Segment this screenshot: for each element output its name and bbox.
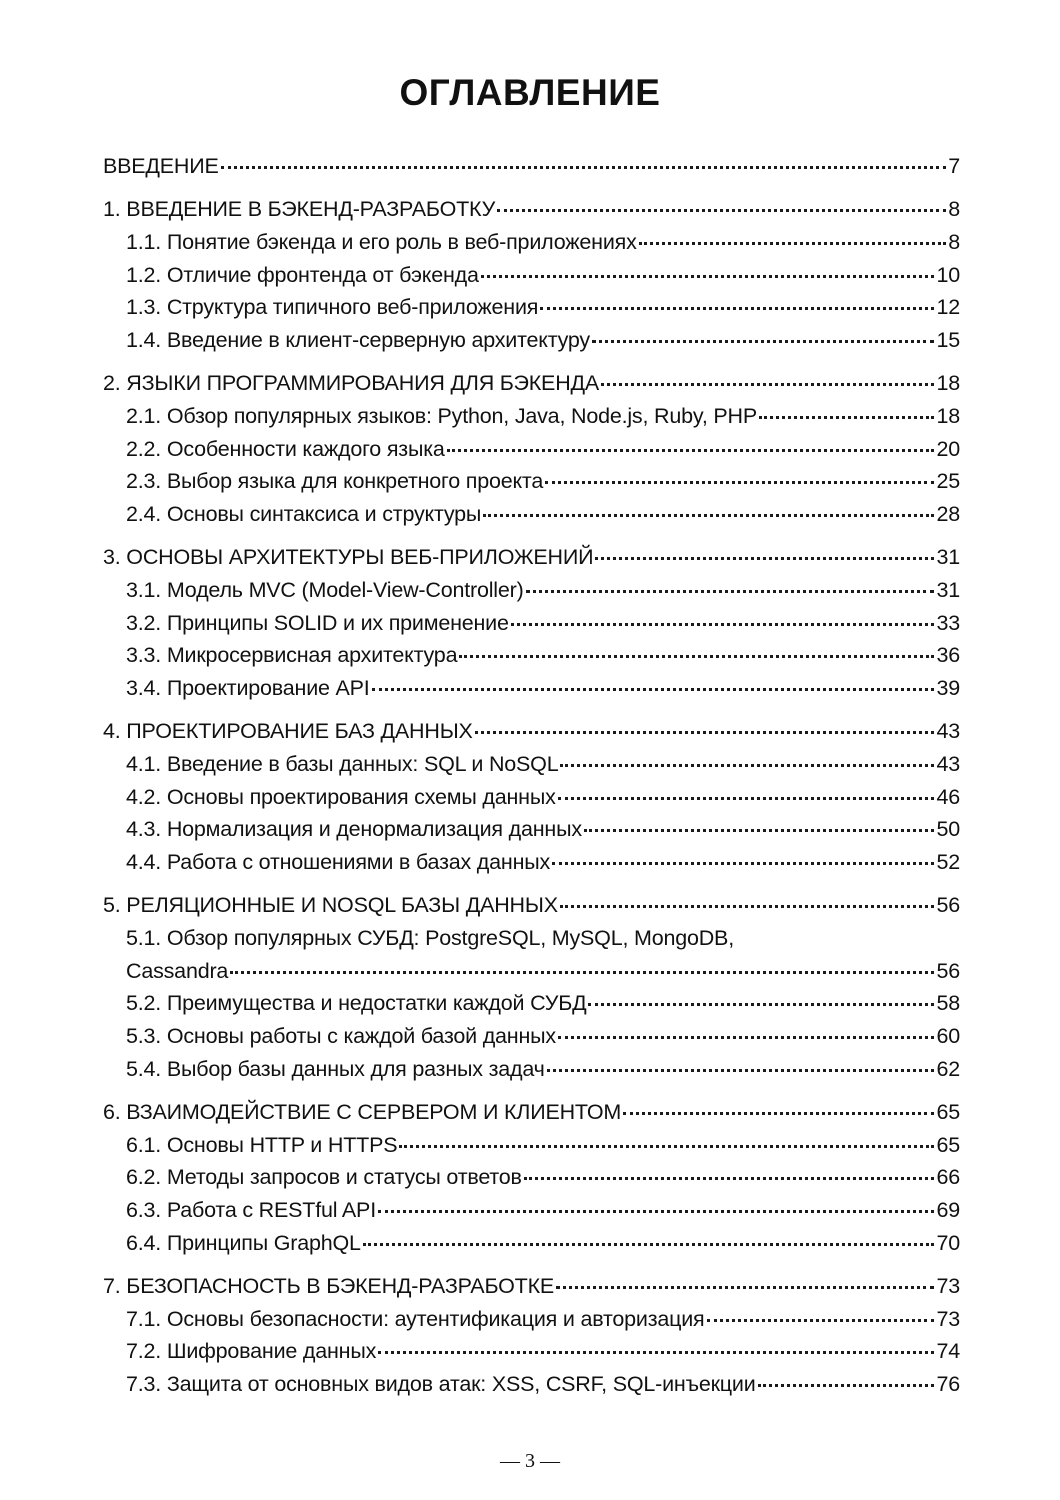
toc-chapter-page: 65	[936, 1099, 960, 1124]
toc-entry-label: 3.1. Модель MVC (Model-View-Controller)	[126, 577, 524, 602]
toc-chapter-label: ВВЕДЕНИЕ	[103, 154, 219, 178]
dot-leader	[526, 590, 935, 593]
dot-leader	[481, 275, 935, 278]
toc-entry-page: 58	[936, 991, 960, 1016]
dot-leader	[601, 383, 934, 386]
toc-chapter-page: 73	[936, 1274, 960, 1298]
toc-entry[interactable]	[103, 1129, 960, 1162]
dot-leader	[595, 557, 934, 560]
table-of-contents	[103, 150, 960, 1401]
dot-leader	[592, 340, 935, 343]
dot-leader	[639, 242, 947, 245]
dot-leader	[558, 797, 935, 800]
toc-entry-page: 39	[936, 676, 960, 701]
dot-leader	[511, 623, 935, 626]
toc-entry-label: 3.3. Микросервисная архитектура	[126, 643, 458, 668]
toc-entry[interactable]	[103, 748, 960, 781]
dot-leader	[759, 416, 935, 419]
toc-chapter-label: 3. ОСНОВЫ АРХИТЕКТУРЫ ВЕБ-ПРИЛОЖЕНИЙ	[103, 545, 594, 570]
dot-leader	[758, 1384, 935, 1387]
toc-chapter-label: 1. ВВЕДЕНИЕ В БЭКЕНД-РАЗРАБОТКУ	[103, 197, 496, 222]
toc-chapter-label: 5. РЕЛЯЦИОННЫЕ И NOSQL БАЗЫ ДАННЫХ	[103, 893, 558, 918]
dot-leader	[524, 1177, 935, 1180]
toc-entry-label: 7.1. Основы безопасности: аутентификация и авторизация	[126, 1306, 705, 1331]
toc-entry-page: 20	[936, 436, 960, 461]
toc-entry-label: 1.3. Структура типичного веб-приложения	[126, 295, 539, 320]
toc-entry-label: 3.2. Принципы SOLID и их применение	[126, 610, 509, 635]
toc-chapter[interactable]	[103, 1270, 960, 1303]
toc-entry-page: 52	[936, 850, 960, 875]
toc-entry-page: 15	[936, 328, 960, 353]
dot-leader	[623, 1112, 934, 1115]
dot-leader	[372, 688, 935, 691]
toc-entry[interactable]	[103, 813, 960, 846]
toc-entry-label: 2.3. Выбор языка для конкретного проекта	[126, 469, 544, 494]
toc-entry-label: 4.1. Введение в базы данных: SQL и NoSQL	[126, 751, 559, 776]
toc-entry-label: 5.1. Обзор популярных СУБД: PostgreSQL, MySQL, MongoDB,	[126, 925, 734, 950]
toc-entry[interactable]	[103, 781, 960, 814]
dot-leader	[378, 1351, 934, 1354]
toc-entry[interactable]	[103, 672, 960, 705]
toc-chapter-label: 2. ЯЗЫКИ ПРОГРАММИРОВАНИЯ ДЛЯ БЭКЕНДА	[103, 371, 600, 396]
toc-entry[interactable]	[103, 465, 960, 498]
dot-leader	[447, 449, 935, 452]
toc-entry[interactable]	[103, 846, 960, 879]
toc-entry-label: 4.2. Основы проектирования схемы данных	[126, 784, 556, 809]
toc-chapter[interactable]	[103, 150, 960, 183]
toc-entry-page: 70	[936, 1230, 960, 1255]
toc-chapter[interactable]	[103, 715, 960, 748]
toc-entry[interactable]	[103, 433, 960, 466]
dot-leader	[584, 829, 935, 832]
dot-leader	[483, 514, 934, 517]
page-title: ОГЛАВЛЕНИЕ	[399, 72, 661, 113]
toc-entry[interactable]	[103, 324, 960, 357]
toc-entry-page: 8	[948, 229, 960, 254]
dot-leader	[588, 1003, 934, 1006]
toc-entry-page: 56	[936, 958, 960, 983]
dot-leader	[560, 764, 934, 767]
toc-entry[interactable]	[103, 1194, 960, 1227]
dot-leader	[363, 1243, 935, 1246]
toc-entry[interactable]	[103, 1335, 960, 1368]
toc-chapter[interactable]	[103, 367, 960, 400]
dot-leader	[378, 1210, 935, 1213]
toc-entry-page: 65	[936, 1132, 960, 1157]
dot-leader	[459, 655, 934, 658]
toc-entry[interactable]	[103, 922, 960, 987]
toc-entry-page: 36	[936, 643, 960, 668]
toc-chapter[interactable]	[103, 541, 960, 574]
toc-entry[interactable]	[103, 1020, 960, 1053]
toc-entry-label: 6.2. Методы запросов и статусы ответов	[126, 1165, 522, 1190]
toc-entry-page: 18	[936, 403, 960, 428]
toc-chapter[interactable]	[103, 889, 960, 922]
toc-entry-page: 12	[936, 295, 960, 320]
toc-chapter-label: 4. ПРОЕКТИРОВАНИЕ БАЗ ДАННЫХ	[103, 719, 473, 744]
toc-chapter[interactable]	[103, 1096, 960, 1129]
toc-entry-label: 1.1. Понятие бэкенда и его роль в веб-приложениях	[126, 229, 637, 254]
toc-chapter-label: 7. БЕЗОПАСНОСТЬ В БЭКЕНД-РАЗРАБОТКЕ	[103, 1274, 555, 1298]
toc-chapter-page: 56	[936, 893, 960, 918]
toc-entry-page: 28	[936, 502, 960, 527]
toc-chapter-page: 8	[948, 197, 960, 222]
dot-leader	[545, 481, 934, 484]
toc-entry[interactable]	[103, 1368, 960, 1401]
dot-leader	[399, 1145, 934, 1148]
dot-leader	[230, 971, 934, 974]
toc-entry[interactable]	[103, 291, 960, 324]
toc-entry-label: 1.2. Отличие фронтенда от бэкенда	[126, 262, 479, 287]
toc-entry-label: 6.3. Работа с RESTful API	[126, 1198, 376, 1223]
toc-entry[interactable]	[103, 226, 960, 259]
toc-entry[interactable]	[103, 259, 960, 292]
toc-entry[interactable]	[103, 607, 960, 640]
toc-entry-label: 4.4. Работа с отношениями в базах данных	[126, 850, 551, 875]
toc-entry-label: 2.1. Обзор популярных языков: Python, Java, Node.js, Ruby, PHP	[126, 403, 757, 428]
toc-entry-page: 25	[936, 469, 960, 494]
dot-leader	[707, 1319, 935, 1322]
toc-entry-label: 5.3. Основы работы с каждой базой данных	[126, 1024, 556, 1049]
toc-entry-label: 7.2. Шифрование данных	[126, 1339, 377, 1364]
toc-entry-label-continued: Cassandra	[126, 958, 229, 983]
toc-entry-page: 74	[936, 1339, 960, 1364]
toc-entry-page: 66	[936, 1165, 960, 1190]
dot-leader	[552, 862, 934, 865]
dot-leader	[558, 1036, 935, 1039]
dot-leader	[547, 1069, 935, 1072]
toc-entry-page: 31	[936, 577, 960, 602]
toc-entry[interactable]	[103, 1053, 960, 1086]
toc-entry-label: 7.3. Защита от основных видов атак: XSS, CSRF, SQL-инъекции	[126, 1372, 756, 1397]
toc-chapter-page: 18	[936, 371, 960, 396]
toc-entry-page: 33	[936, 610, 960, 635]
toc-entry[interactable]	[103, 498, 960, 531]
toc-chapter-page: 7	[948, 154, 960, 178]
toc-entry-label: 2.2. Особенности каждого языка	[126, 436, 445, 461]
toc-entry-label: 4.3. Нормализация и денормализация данных	[126, 817, 582, 842]
toc-entry-label: 1.4. Введение в клиент-серверную архитектуру	[126, 328, 590, 353]
toc-chapter-label: 6. ВЗАИМОДЕЙСТВИЕ С СЕРВЕРОМ И КЛИЕНТОМ	[103, 1099, 622, 1124]
dot-leader	[540, 307, 934, 310]
toc-entry-page: 10	[936, 262, 960, 287]
page-number: — 3 —	[500, 1450, 560, 1472]
toc-entry-page: 76	[936, 1372, 960, 1397]
toc-entry-page: 50	[936, 817, 960, 842]
toc-entry-page: 69	[936, 1198, 960, 1223]
toc-chapter-page: 31	[936, 545, 960, 570]
toc-entry-page: 73	[936, 1306, 960, 1331]
toc-entry[interactable]	[103, 1227, 960, 1260]
toc-entry-page: 60	[936, 1024, 960, 1049]
toc-entry[interactable]	[103, 1161, 960, 1194]
toc-entry[interactable]	[103, 400, 960, 433]
dot-leader	[556, 1286, 934, 1289]
toc-entry-label: 3.4. Проектирование API	[126, 676, 370, 701]
dot-leader	[221, 166, 947, 169]
toc-entry-label: 6.4. Принципы GraphQL	[126, 1230, 361, 1255]
toc-entry-label: 5.4. Выбор базы данных для разных задач	[126, 1056, 545, 1081]
toc-entry[interactable]	[103, 574, 960, 607]
dot-leader	[497, 209, 946, 212]
toc-entry-label: 5.2. Преимущества и недостатки каждой СУБД	[126, 991, 587, 1016]
toc-entry[interactable]	[103, 987, 960, 1020]
toc-entry-label: 6.1. Основы HTTP и HTTPS	[126, 1132, 398, 1157]
dot-leader	[475, 731, 935, 734]
toc-entry-page: 43	[936, 751, 960, 776]
toc-entry[interactable]	[103, 1303, 960, 1336]
toc-chapter-page: 43	[936, 719, 960, 744]
toc-entry-label: 2.4. Основы синтаксиса и структуры	[126, 502, 482, 527]
dot-leader	[560, 905, 935, 908]
toc-entry-page: 62	[936, 1056, 960, 1081]
toc-entry[interactable]	[103, 639, 960, 672]
toc-chapter[interactable]	[103, 193, 960, 226]
toc-entry-page: 46	[936, 784, 960, 809]
